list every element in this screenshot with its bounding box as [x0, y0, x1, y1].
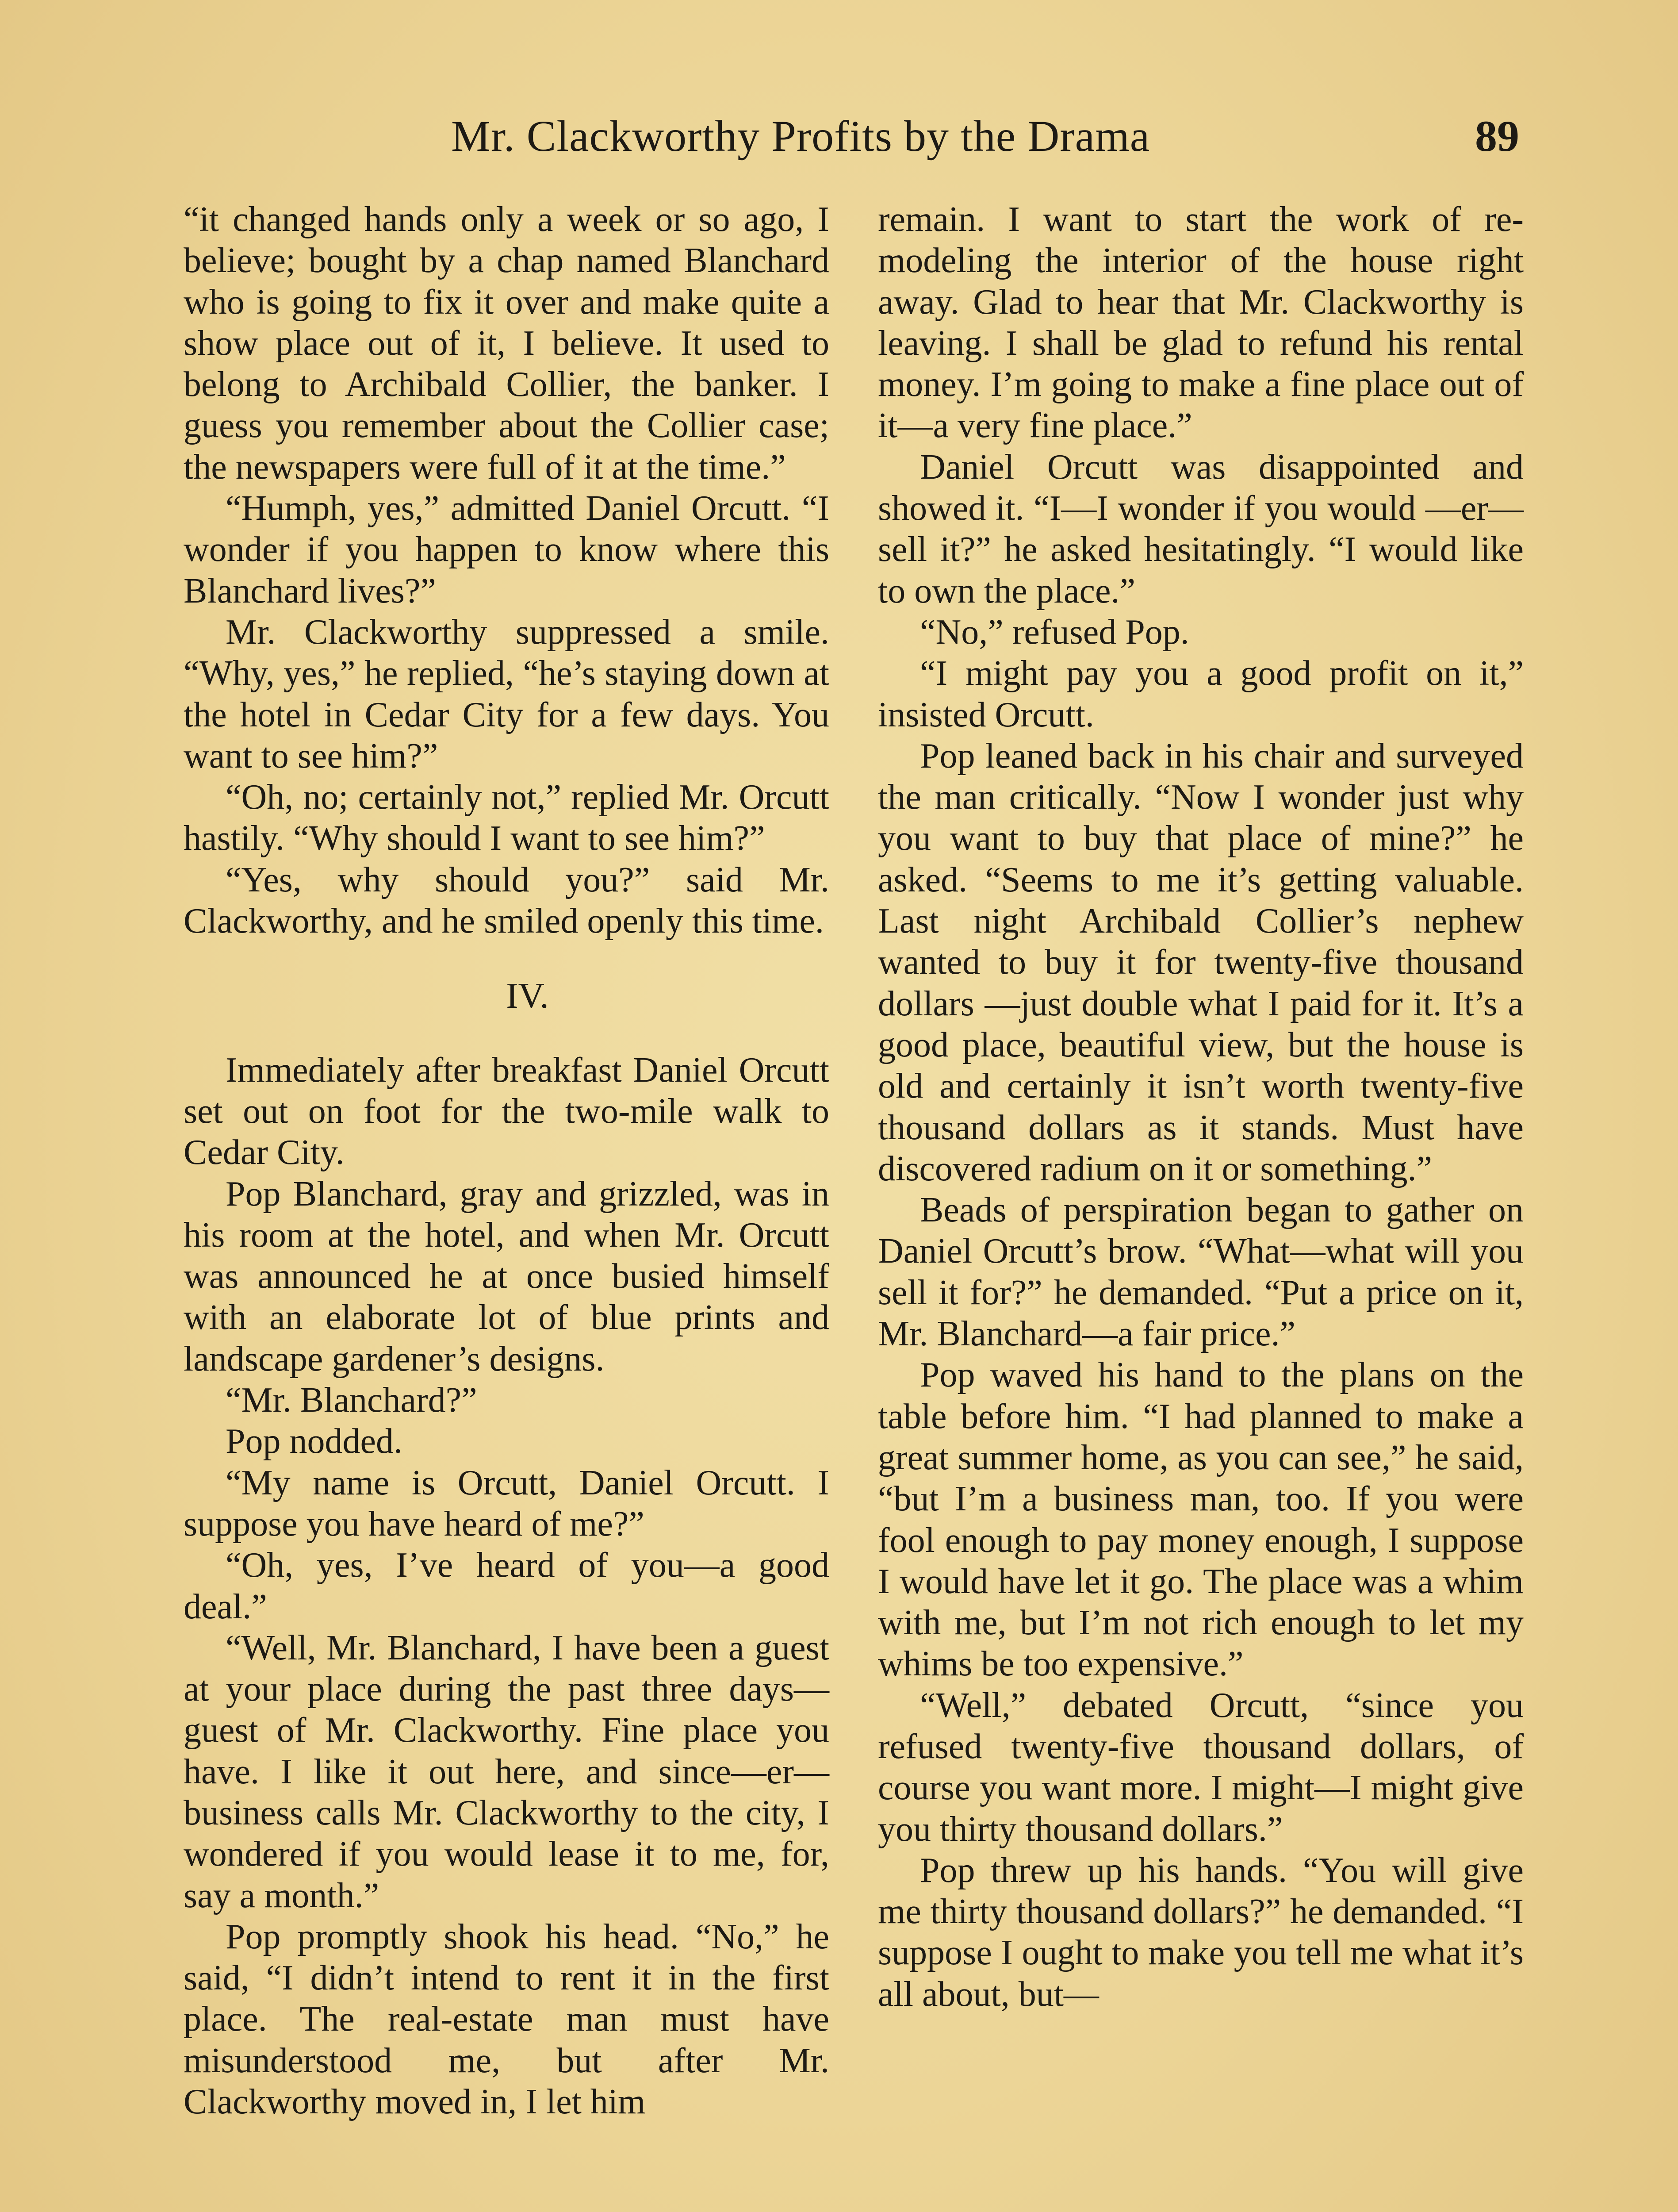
paragraph: Beads of perspiration began to gather on Daniel Orcutt’s brow. “What—what will you sell it for?” he demanded. “Put a price on it, Mr. Blanchard—a fair price.”: [878, 1190, 1524, 1354]
paragraph: Immediately after breakfast Daniel Orcutt set out on foot for the two-mile walk to Cedar City.: [184, 1050, 829, 1172]
running-title: Mr. Clackworthy Profits by the Drama: [451, 111, 1150, 161]
paragraph: Pop waved his hand to the plans on the table before him. “I had planned to make a great summer home, as you can see,” he said, “but I’m a business man, too. If you were fool enough to pay money enough, I suppose I would have let it go. The place was a whim with me, but I’m not rich enough to let my whims be too expensive.”: [878, 1356, 1524, 1684]
paragraph: Mr. Clackworthy suppressed a smile. “Why, yes,” he replied, “he’s staying down at the hotel in Cedar City for a few days. You want to see him?”: [184, 612, 829, 776]
paragraph: “Yes, why should you?” said Mr. Clackworthy, and he smiled openly this time.: [184, 860, 829, 941]
paragraph: Pop promptly shook his head. “No,” he said, “I didn’t intend to rent it in the first place. The real-estate man must have misunderstood me, but after Mr. Clackworthy moved in, I let him: [184, 1917, 829, 2122]
left-column: [184, 199, 829, 2212]
paragraph: Pop nodded.: [226, 1422, 402, 1461]
paragraph: “No,” refused Pop.: [920, 612, 1189, 652]
paragraph: Pop leaned back in his chair and surveyed the man critically. “Now I wonder just why you want to buy that place of mine?” he asked. “Seems to me it’s getting valuable. Last night Archibald Collier’s nephew wanted to buy it for twenty-five thousand dollars —just double what I paid for it. It’s a good place, beautiful view, but the house is old and certainly it isn’t worth twenty-five thousand dollars as it stands. Must have discovered radium on it or something.”: [878, 736, 1524, 1188]
paragraph: Pop Blanchard, gray and grizzled, was in his room at the hotel, and when Mr. Orcutt was announced he at once busied himself with an elaborate lot of blue prints and landscape gardener’s designs.: [184, 1174, 829, 1379]
paragraph: Daniel Orcutt was disappointed and showed it. “I—I wonder if you would —er—sell it?” he asked hesitatingly. “I would like to own the place.”: [878, 447, 1524, 611]
paragraph: “it changed hands only a week or so ago, I believe; bought by a chap named Blanchard who is going to fix it over and make quite a show place out of it, I believe. It used to belong to Archibald Collier, the banker. I guess you remember about the Collier case; the newspapers were full of it at the time.”: [184, 200, 829, 487]
paragraph: “I might pay you a good profit on it,” insisted Orcutt.: [878, 654, 1524, 734]
right-column: [878, 199, 1524, 2212]
paragraph: “Mr. Blanchard?”: [226, 1381, 477, 1420]
paragraph: Pop threw up his hands. “You will give me thirty thousand dollars?” he demanded. “I suppose I ought to make you tell me what it’s all about, but—: [878, 1851, 1524, 2014]
paragraph: “Humph, yes,” admitted Daniel Orcutt. “I wonder if you happen to know where this Blanchard lives?”: [184, 489, 829, 611]
paragraph: “Oh, no; certainly not,” replied Mr. Orcutt hastily. “Why should I want to see him?”: [184, 778, 829, 858]
paragraph: “Well,” debated Orcutt, “since you refused twenty-five thousand dollars, of course you want more. I might—I might give you thirty thousand dollars.”: [878, 1686, 1524, 1849]
page-number: 89: [1475, 111, 1519, 161]
section-heading: IV.: [506, 975, 549, 1016]
paragraph: “Well, Mr. Blanchard, I have been a guest at your place during the past three days—guest of Mr. Clackworthy. Fine place you have. I like it out here, and since—er—business calls Mr. Clackworthy to the city, I wondered if you would lease it to me, for, say a month.”: [184, 1628, 829, 1915]
paragraph: remain. I want to start the work of remodeling the interior of the house right away. Glad to hear that Mr. Clackworthy is leaving. I shall be glad to refund his rental money. I’m going to make a fine place out of it—a very fine place.”: [878, 200, 1524, 445]
paragraph: “Oh, yes, I’ve heard of you—a good deal.”: [184, 1546, 829, 1626]
paragraph: “My name is Orcutt, Daniel Orcutt. I suppose you have heard of me?”: [184, 1463, 829, 1544]
running-header: [0, 106, 1678, 173]
